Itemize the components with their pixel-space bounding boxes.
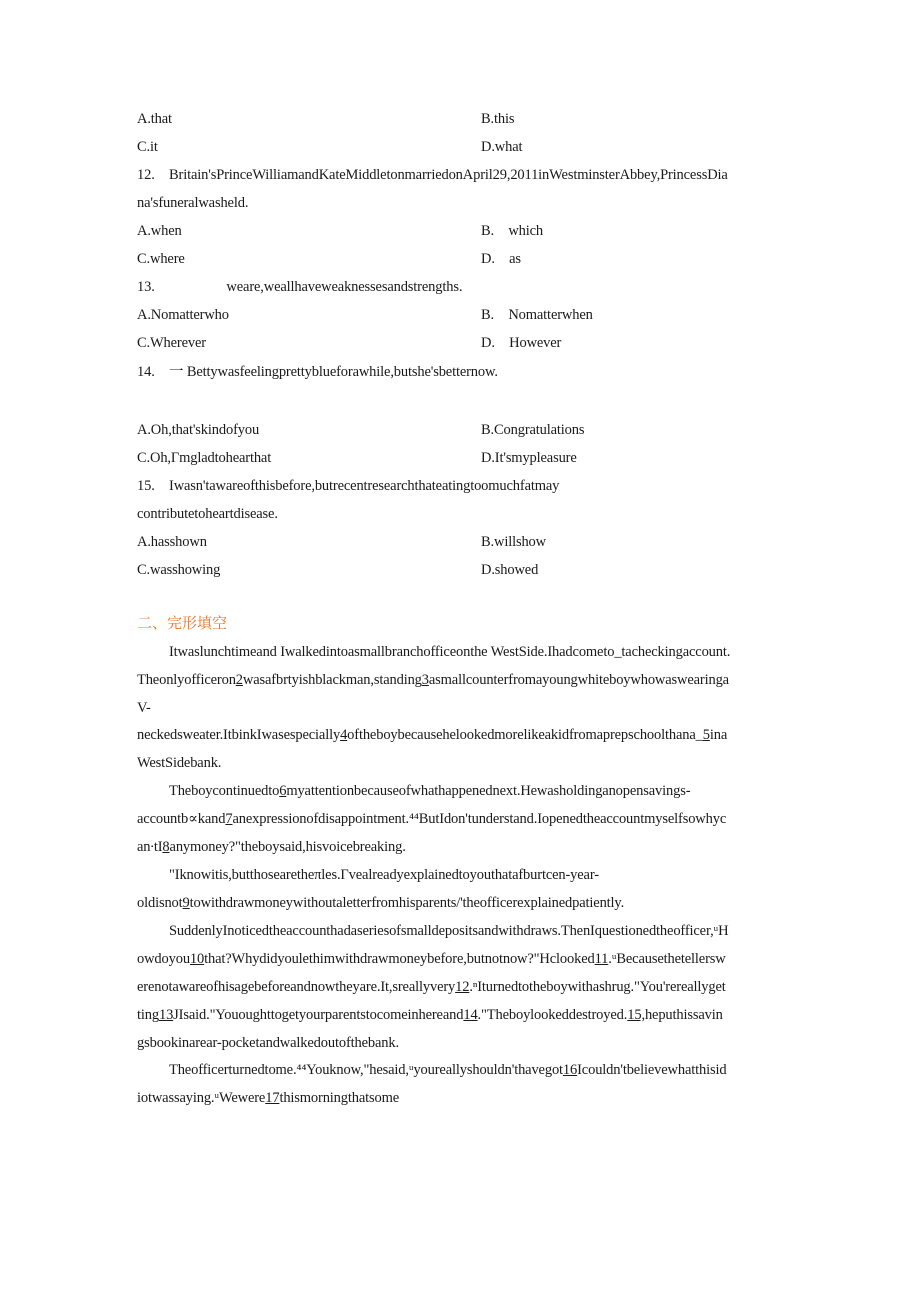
q14-option-b: B.Congratulations [481,422,585,438]
passage-line: Theofficerturnedtome.⁴⁴Youknow,"hesaid,ᵘyoureallyshouldn'thavegot16Icouldn'tbelievewhatthisid [169,1062,727,1078]
blank-number: 10 [189,951,205,967]
q15-option-d: D.showed [481,562,539,578]
passage-line: neckedsweater.ItbinkIwasespecially4oftheboybecausehelookedmorelikeakidfromaprepschoolthana_5ina [137,727,728,743]
passage-line: oldisnot9towithdrawmoneywithoutaletterfromhisparents/'theofficerexplainedpatiently. [137,895,625,911]
passage-line: erenotawareofhisagebeforeandnowtheyare.It,sreallyvery12.ⁿIturnedtotheboywithashrug."You'rereallyget [137,979,726,995]
blank-number: 17 [265,1090,280,1106]
q15-stem-line1: 15. Iwasn'tawareofthisbefore,butrecentresearchthateatingtoomuchfatmay [137,478,560,494]
blank-number: 5 [702,727,710,743]
blank-number: 15, [627,1007,645,1023]
q13-option-c: C.Wherever [137,335,206,351]
passage-line: owdoyou10that?Whydidyoulethimwithdrawmoneybefore,butnotnow?"Hclooked11.ᵘBecausethetellersw [137,951,726,967]
q14-option-c: C.Oh,Γmgladtohearthat [137,450,272,466]
q15-option-b: B.willshow [481,534,546,550]
blank-number: 11 [594,951,609,967]
passage-line: accountb∝kand7anexpressionofdisappointment.⁴⁴ButIdon'tunderstand.Iopenedtheaccountmyselfsowhyc [137,811,727,827]
blank-number: 14 [463,1007,478,1023]
q13-option-a: A.Nomatterwho [137,307,229,323]
passage-line: Theonlyofficeron2wasafbrtyishblackman,standing3asmallcounterfromayoungwhiteboywhowaswearinga [137,672,729,688]
passage-line: an∙tI8anymoney?"theboysaid,hisvoicebreaking. [137,839,406,855]
q14-stem: 14. 一 Bettywasfeelingprettyblueforawhile,butshe'sbetternow. [137,364,498,380]
q14-option-d: D.It'smypleasure [481,450,577,466]
q11-option-c: C.it [137,139,158,155]
passage-line: SuddenlyInoticedtheaccounthadaseriesofsmalldepositsandwithdraws.ThenIquestionedtheofficer,ᵘH [169,923,729,939]
blank-number: 4 [340,727,348,743]
passage-line: Theboycontinuedto6myattentionbecauseofwhathappenednext.Hewasholdinganopensavings- [169,783,691,799]
passage-line: V- [137,700,151,716]
passage-line: iotwassaying.ᵘWewere17thismorningthatsome [137,1090,400,1106]
blank-number: 7 [225,811,233,827]
blank-number: 9 [182,895,190,911]
q12-option-d: D. as [481,251,521,267]
blank-number: 6 [279,783,287,799]
q14-option-a: A.Oh,that'skindofyou [137,422,260,438]
passage-line: gsbookinarear-pocketandwalkedoutofthebank. [137,1035,399,1051]
q15-stem-line2: contributetoheartdisease. [137,506,278,522]
q12-stem-line2: na'sfuneralwasheld. [137,195,249,211]
q13-option-b: B. Nomatterwhen [481,307,593,323]
blank-number: 3 [421,672,429,688]
q12-option-c: C.where [137,251,185,267]
blank-number: 13 [158,1007,174,1023]
section-heading-cloze: 二、完形填空 [137,614,228,632]
q13-stem: 13. weare,weallhaveweaknessesandstrengths. [137,279,463,295]
blank-number: 12 [455,979,470,995]
q11-option-b: B.this [481,111,515,127]
passage-line: WestSidebank. [137,755,222,771]
q15-option-c: C.wasshowing [137,562,221,578]
q15-option-a: A.hasshown [137,534,207,550]
passage-line: "Iknowitis,butthosearetheπles.Γvealreadyexplainedtoyouthatafburtcen-year- [169,867,599,883]
q13-option-d: D. However [481,335,562,351]
passage-line: ting13JIsaid."Yououghttogetyourparentstocomeinhereand14."Theboylookeddestroyed.15,heputhissavin [137,1007,723,1023]
q11-option-a: A.that [137,111,172,127]
q12-option-a: A.when [137,223,182,239]
blank-number: 8 [162,839,170,855]
q12-option-b: B. which [481,223,544,239]
q12-stem-line1: 12. Britain'sPrinceWilliamandKateMiddletonmarriedonApril29,2011inWestminsterAbbey,PrincessDia [137,167,728,183]
blank-number: 2 [235,672,243,688]
q11-option-d: D.what [481,139,523,155]
blank-number: 16 [562,1062,578,1078]
passage-line: Itwaslunchtimeand Iwalkedintoasmallbranchofficeonthe WestSide.Ihadcometo_tacheckingaccount. [169,644,731,660]
